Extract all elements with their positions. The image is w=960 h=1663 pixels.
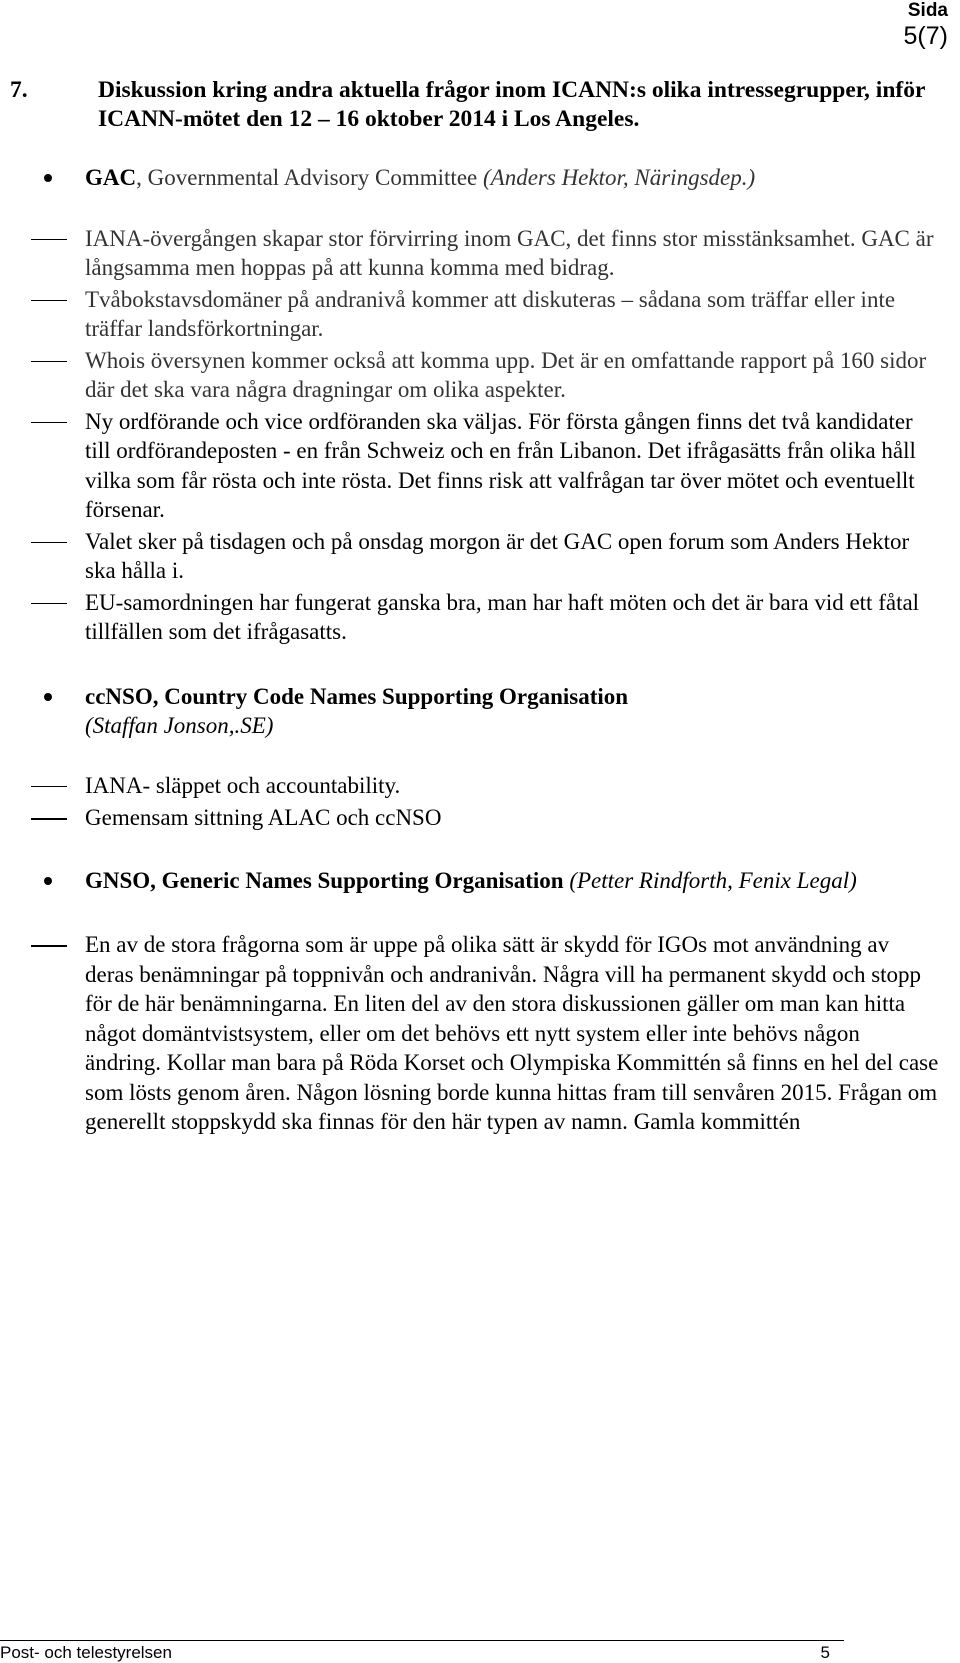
gnso-contact: (Petter Rindforth, Fenix Legal)	[569, 867, 857, 893]
gac-bullet	[10, 163, 940, 193]
footer-organisation: Post- och telestyrelsen	[0, 1643, 172, 1662]
gac-abbr: GAC	[85, 165, 137, 190]
ccnso-bullet	[10, 682, 940, 741]
gnso-bullet	[10, 866, 940, 896]
list-item: IANA-övergången skapar stor förvirring inom GAC, det finns stor misstänksamhet. GAC är långsamma men hoppas på att kunna komma med bidrag.	[10, 224, 940, 283]
list-item: Whois översynen kommer också att komma upp. Det är en omfattande rapport på 160 sidor där det ska vara några dragningar om olika aspekter.	[10, 346, 940, 405]
gac-name: , Governmental Advisory Committee	[136, 165, 483, 190]
gnso-title: GNSO, Generic Names Supporting Organisation	[85, 867, 564, 893]
section-heading	[10, 76, 940, 134]
list-item: EU-samordningen har fungerat ganska bra, man har haft möten och det är bara vid ett fåtal tillfällen som det ifrågasatts.	[10, 588, 940, 647]
page-header	[904, 0, 948, 50]
section-title: Diskussion kring andra aktuella frågor inom ICANN:s olika intressegrupper, inför ICANN-mötet den 12 – 16 oktober 2014 i Los Angeles.	[98, 77, 925, 132]
ccnso-contact: (Staffan Jonson,.SE)	[85, 713, 274, 738]
footer-page-number: 5	[820, 1643, 830, 1662]
page-label: Sida	[907, 0, 948, 21]
list-item: Tvåbokstavsdomäner på andranivå kommer att diskuteras – sådana som träffar eller inte träffar landsförkortningar.	[10, 285, 940, 344]
list-item: En av de stora frågorna som är uppe på olika sätt är skydd för IGOs mot användning av deras benämningar på toppnivån och andranivån. Några vill ha permanent skydd och stopp för de här benämningarna. En liten del av den stora diskussionen gäller om man kan hitta något domäntvistsystem, eller om det behövs ett nytt system eller inte behövs någon ändring. Kollar man bara på Röda Korset och Olympiska Kommittén så finns en hel del case som lösts genom åren. Någon lösning borde kunna hittas fram till senvåren 2015. Frågan om generellt stoppskydd ska finnas för den här typen av namn. Gamla kommittén	[10, 930, 940, 1137]
section-number: 7.	[10, 77, 28, 103]
gac-contact: (Anders Hektor, Näringsdep.)	[483, 165, 756, 190]
list-item: IANA- släppet och accountability.	[10, 771, 940, 801]
list-item: Ny ordförande och vice ordföranden ska väljas. För första gången finns det två kandidater till ordförandeposten - en från Schweiz och en från Libanon. Det ifrågasätts från olika håll vilka som får rösta och inte rösta. Det finns risk att valfrågan tar över mötet och eventuellt försenar.	[10, 407, 940, 525]
ccnso-title: ccNSO, Country Code Names Supporting Organisation	[85, 683, 629, 709]
footer-divider	[0, 1640, 844, 1641]
list-item: Valet sker på tisdagen och på onsdag morgon är det GAC open forum som Anders Hektor ska hålla i.	[10, 527, 940, 586]
document-body	[10, 76, 940, 1137]
page-number: 5(7)	[903, 22, 948, 50]
list-item: Gemensam sittning ALAC och ccNSO	[10, 803, 940, 833]
